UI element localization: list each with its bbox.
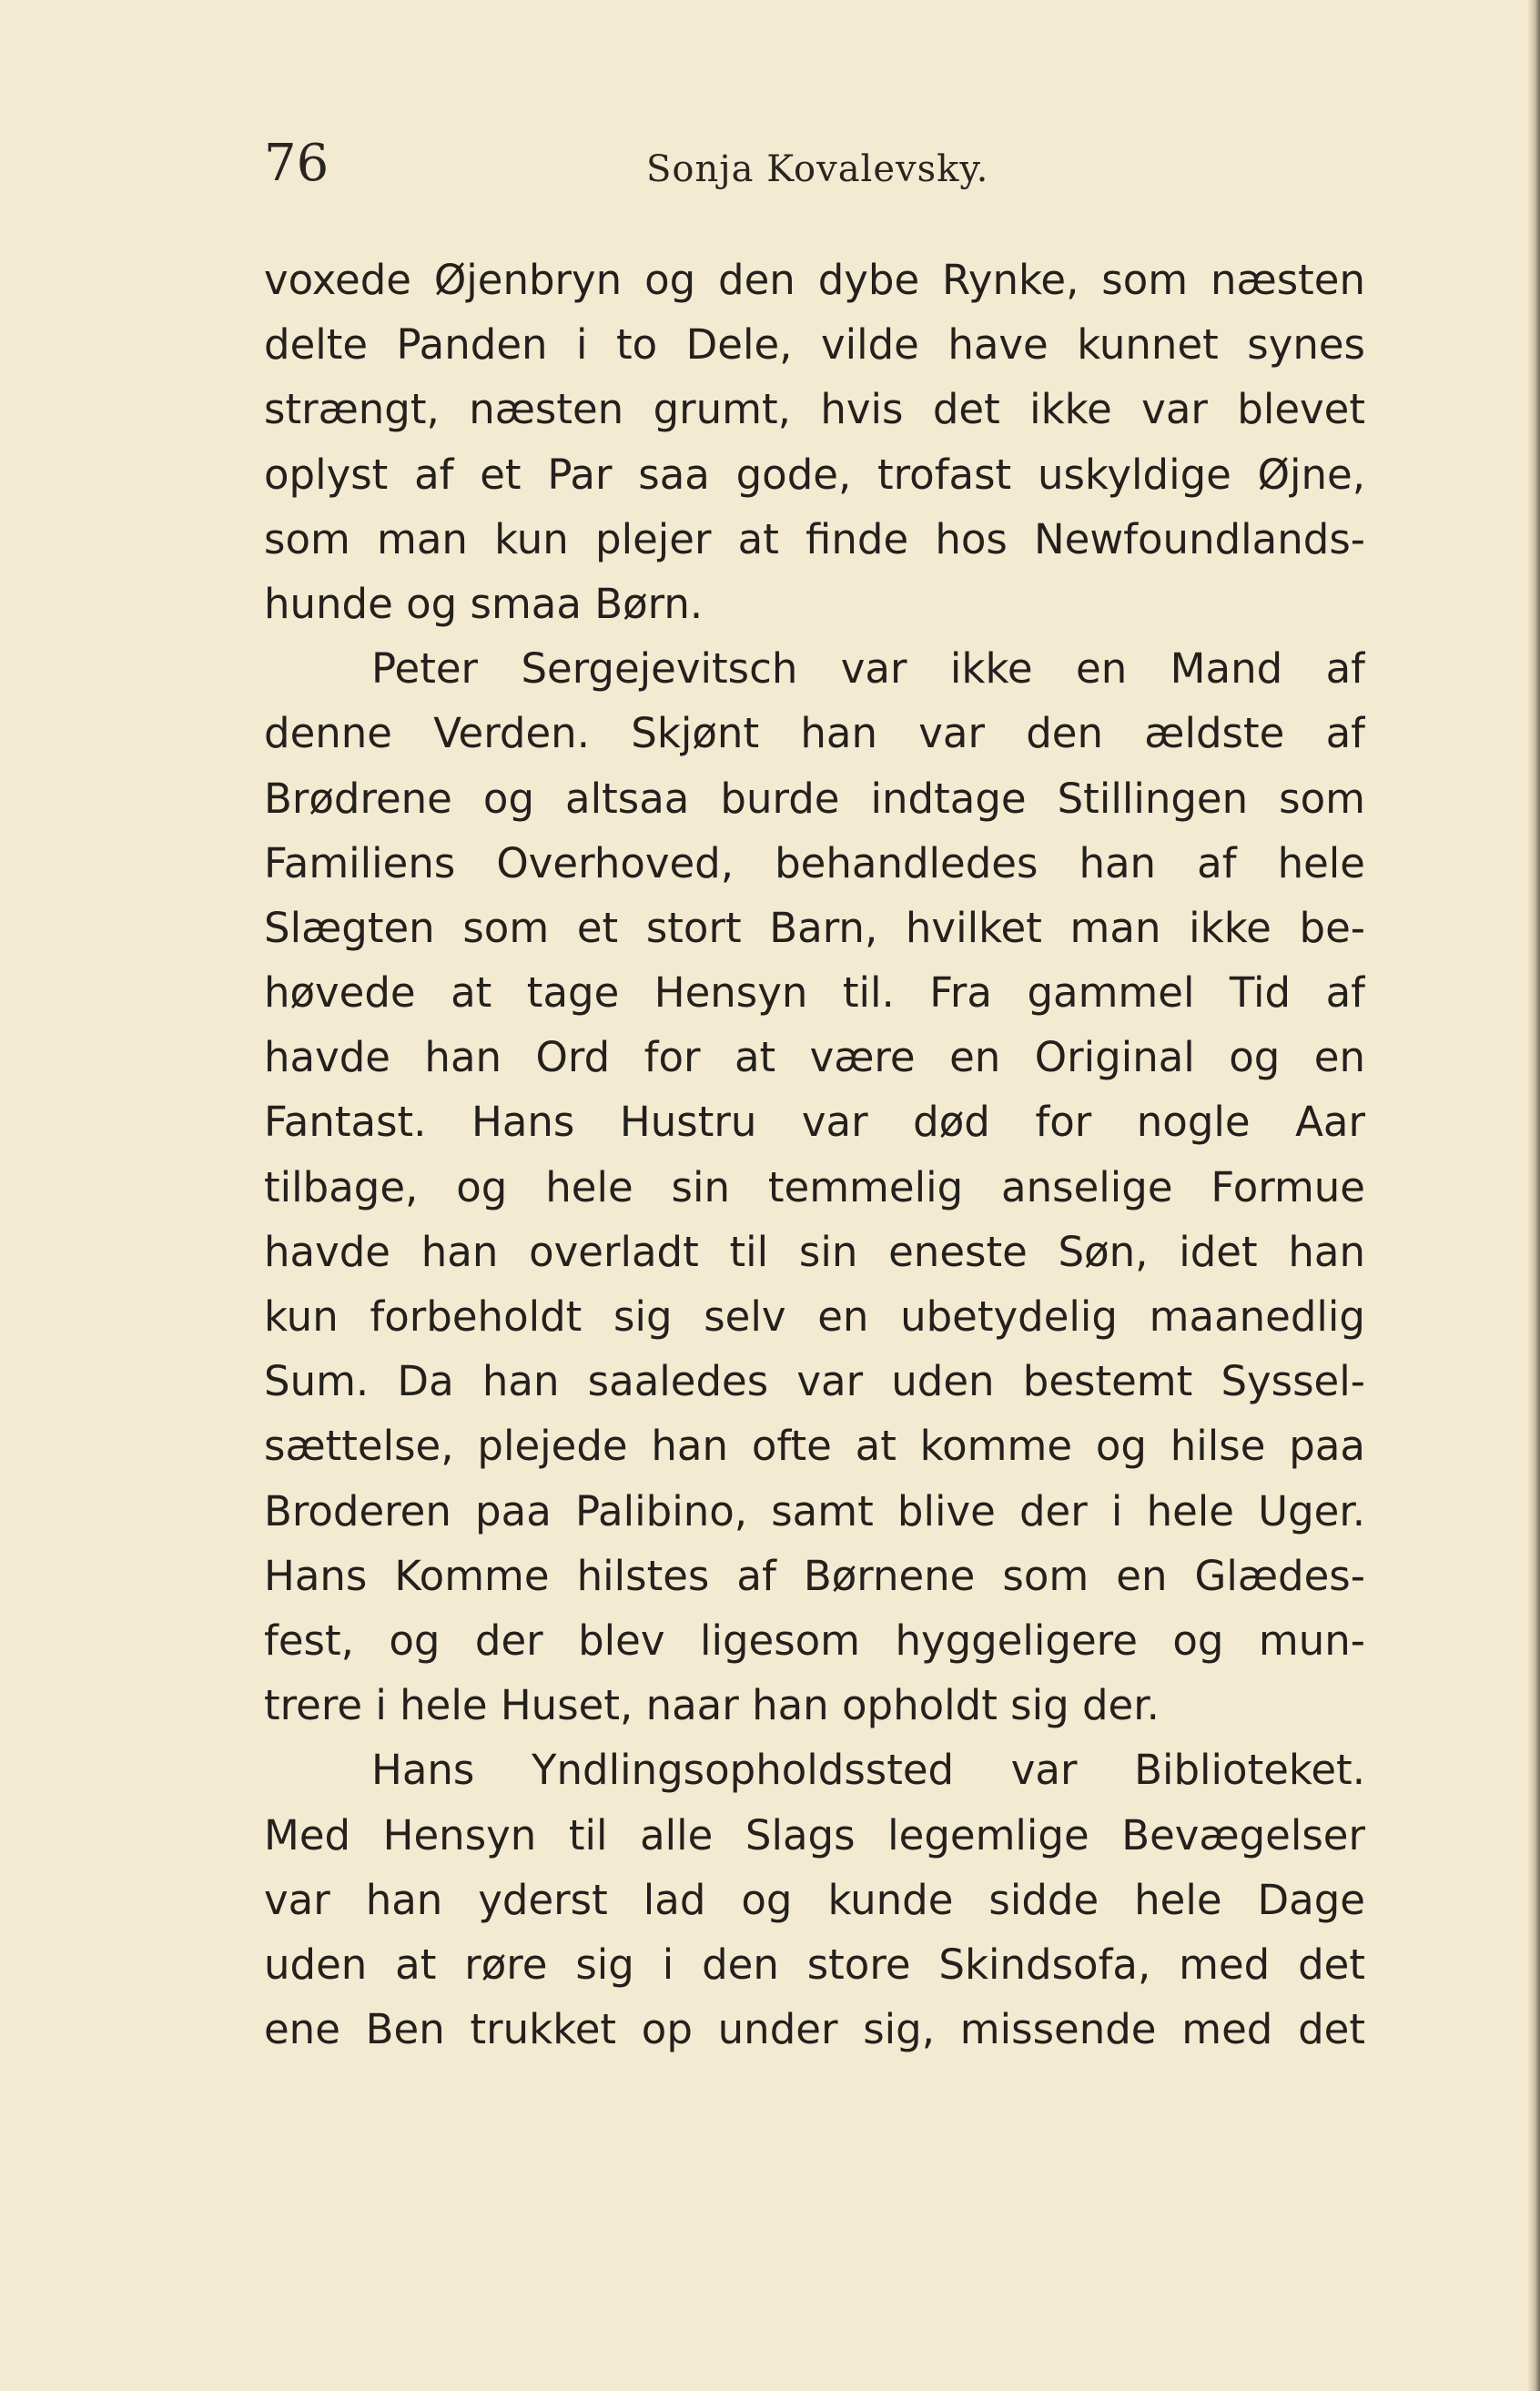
text-line: ene Ben trukket op under sig, missende med det: [264, 2005, 1365, 2054]
text-line: høvede at tage Hensyn til. Fra gammel Tid af: [264, 968, 1365, 1018]
text-line: uden at røre sig i den store Skindsofa, med det: [264, 1940, 1365, 1989]
text-line: havde han Ord for at være en Original og en: [264, 1033, 1365, 1082]
text-line: Brødrene og altsaa burde indtage Stillingen som: [264, 774, 1365, 823]
text-line: sættelse, plejede han ofte at komme og hilse paa: [264, 1422, 1365, 1471]
text-line: som man kun plejer at finde hos Newfoundlands-: [264, 514, 1365, 563]
text-line: kun forbeholdt sig selv en ubetydelig maanedlig: [264, 1292, 1365, 1341]
text-line: oplyst af et Par saa gode, trofast uskyldige Øjne,: [264, 450, 1365, 499]
paragraph-first-line: Hans Yndlingsopholdssted var Biblioteket.: [371, 1746, 1365, 1795]
text-line: Sum. Da han saaledes var uden bestemt Syssel-: [264, 1357, 1365, 1406]
body-text: [264, 248, 1365, 2062]
page-edge-shadow: [1527, 0, 1540, 2391]
text-line: var han yderst lad og kunde sidde hele Dage: [264, 1875, 1365, 1924]
text-line: delte Panden i to Dele, vilde have kunnet synes: [264, 320, 1365, 370]
text-line: Familiens Overhoved, behandledes han af hele: [264, 838, 1365, 887]
text-line: Broderen paa Palibino, samt blive der i hele Uger.: [264, 1486, 1365, 1535]
page-number: 76: [264, 134, 329, 193]
page-header: [264, 127, 1365, 200]
text-line: denne Verden. Skjønt han var den ældste af: [264, 709, 1365, 758]
text-line: Hans Komme hilstes af Børnene som en Glædes-: [264, 1551, 1365, 1600]
text-line: Slægten som et stort Barn, hvilket man ikke be-: [264, 903, 1365, 952]
text-line: Med Hensyn til alle Slags legemlige Bevægelser: [264, 1810, 1365, 1859]
text-line: hunde og smaa Børn.: [264, 579, 704, 628]
text-line: fest, og der blev ligesom hyggeligere og mun-: [264, 1616, 1365, 1665]
running-title: Sonja Kovalevsky.: [646, 148, 989, 190]
text-line: voxede Øjenbryn og den dybe Rynke, som næsten: [264, 256, 1365, 304]
paragraph-first-line: Peter Sergejevitsch var ikke en Mand af: [371, 644, 1365, 694]
text-line: trere i hele Huset, naar han opholdt sig der.: [264, 1681, 1160, 1730]
text-line: Fantast. Hans Hustru var død for nogle Aar: [264, 1098, 1365, 1147]
text-line: strængt, næsten grumt, hvis det ikke var blevet: [264, 385, 1365, 434]
text-line: havde han overladt til sin eneste Søn, idet han: [264, 1227, 1365, 1276]
text-line: tilbage, og hele sin temmelig anselige Formue: [264, 1162, 1365, 1211]
